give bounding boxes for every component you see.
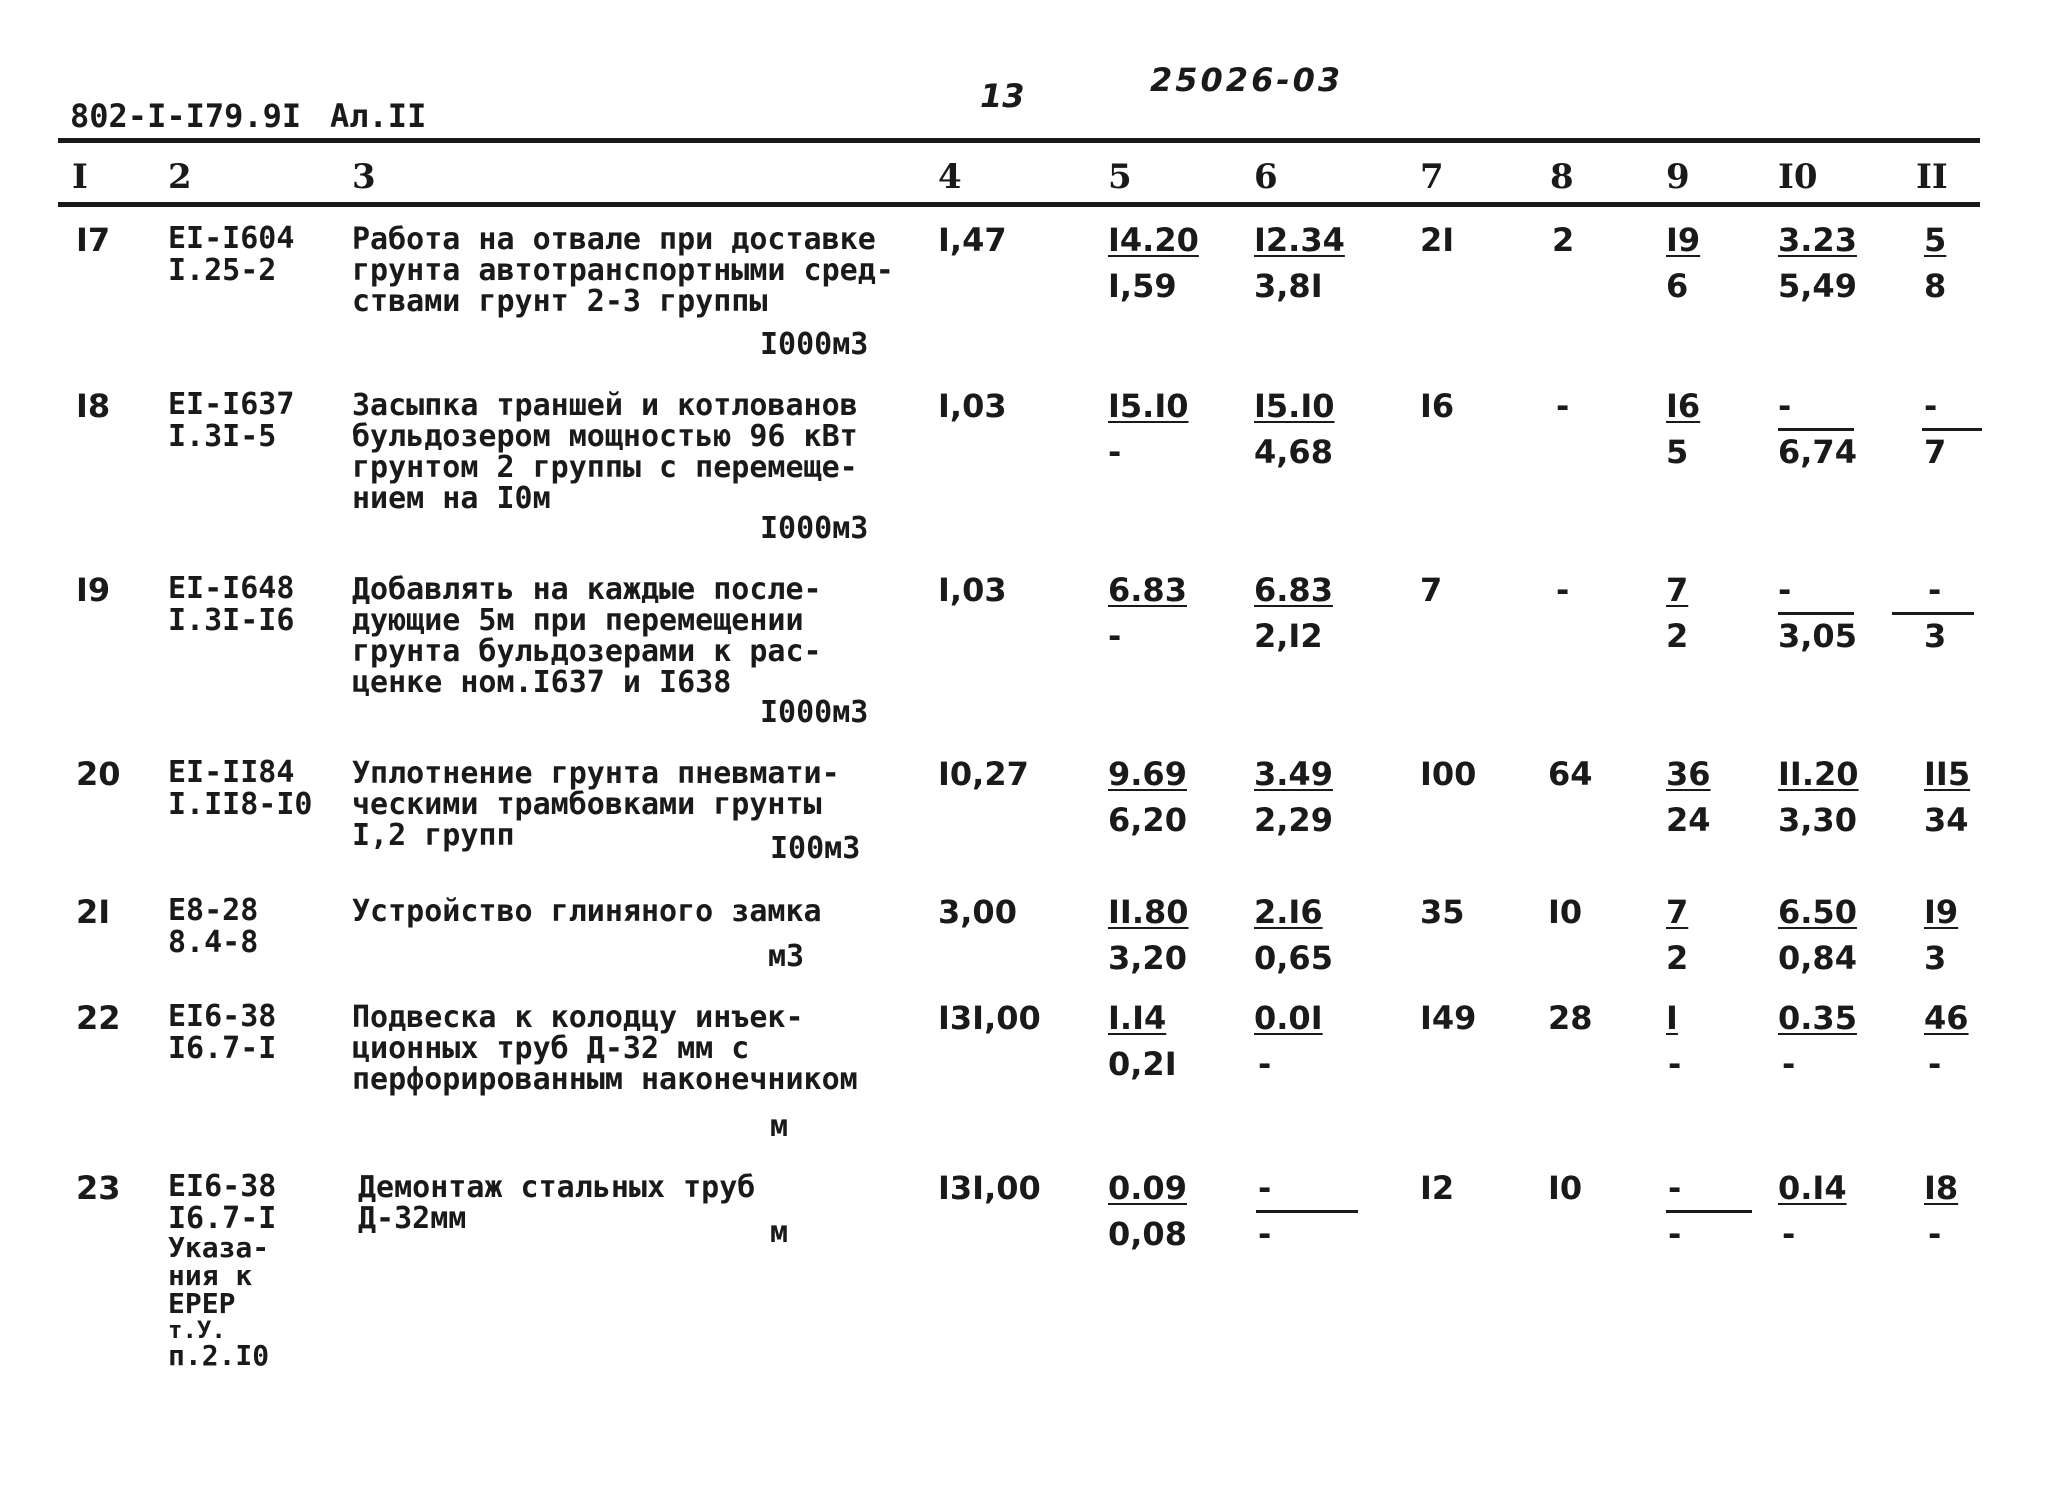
col9-top: -	[1668, 1169, 1682, 1207]
work-description: перфорированным наконечником	[352, 1062, 858, 1097]
col11-bottom: 8	[1924, 267, 1947, 305]
column-header-6: 6	[1254, 157, 1278, 197]
col5-bottom: 6,20	[1108, 801, 1187, 839]
col10-bottom: -	[1782, 1215, 1796, 1253]
col5-top: 9.69	[1108, 755, 1187, 793]
work-description: дующие 5м при перемещении	[352, 603, 804, 638]
col6-bottom: 3,8I	[1254, 267, 1323, 305]
col6-bottom: 2,I2	[1254, 617, 1323, 655]
col6-bottom: 0,65	[1254, 939, 1333, 977]
row-number: 22	[76, 999, 121, 1037]
norm-code: EI6-38	[168, 999, 277, 1034]
col7-value: I49	[1420, 999, 1477, 1037]
col5-bottom: I,59	[1108, 267, 1177, 305]
col9-top: I6	[1666, 387, 1701, 425]
col10-bottom: 3,05	[1778, 617, 1857, 655]
quantity: I,03	[938, 387, 1007, 425]
col9-top: I	[1666, 999, 1678, 1037]
unit-of-measure: I000м3	[760, 695, 869, 730]
column-header-11: II	[1916, 157, 1948, 197]
work-description: Засыпка траншей и котлованов	[352, 388, 858, 423]
col10-top: -	[1778, 571, 1792, 609]
row-number: I9	[76, 571, 111, 609]
col11-top: 46	[1924, 999, 1969, 1037]
norm-note: п.2.I0	[168, 1339, 270, 1372]
col9-bottom: -	[1668, 1215, 1682, 1253]
norm-code: I.25-2	[168, 253, 277, 288]
col8-value: -	[1556, 571, 1570, 609]
col8-value: 64	[1548, 755, 1593, 793]
col6-top: 6.83	[1254, 571, 1333, 609]
norm-note: ЕРЕР	[168, 1287, 236, 1320]
col10-top: 3.23	[1778, 221, 1857, 259]
work-description: Д-32мм	[358, 1201, 467, 1236]
work-description: I,2 групп	[352, 818, 515, 853]
work-description: нием на I0м	[352, 481, 551, 516]
col6-top: 0.0I	[1254, 999, 1323, 1037]
col9-bottom: 2	[1666, 939, 1689, 977]
norm-code: 8.4-8	[168, 925, 259, 960]
col9-bottom: 2	[1666, 617, 1689, 655]
col5-top: 6.83	[1108, 571, 1187, 609]
col10-top: 0.I4	[1778, 1169, 1847, 1207]
work-description: грунта автотранспортными сред-	[352, 253, 894, 288]
col5-top: I.I4	[1108, 999, 1167, 1037]
col7-value: 2I	[1420, 221, 1455, 259]
col8-value: 28	[1548, 999, 1593, 1037]
col11-bottom: 7	[1924, 433, 1947, 471]
col11-top: -	[1924, 387, 1938, 425]
column-header-10: I0	[1778, 157, 1818, 197]
col6-top: 2.I6	[1254, 893, 1323, 931]
page-number: 13	[980, 77, 1025, 115]
col11-top: I9	[1924, 893, 1959, 931]
column-header-2: 2	[168, 157, 192, 197]
col10-bottom: 6,74	[1778, 433, 1857, 471]
col6-bottom: -	[1258, 1215, 1272, 1253]
quantity: I0,27	[938, 755, 1029, 793]
quantity: I,03	[938, 571, 1007, 609]
col9-top: 7	[1666, 893, 1689, 931]
work-description: бульдозером мощностью 96 кВт	[352, 419, 858, 454]
column-header-7: 7	[1420, 157, 1444, 197]
col11-bottom: -	[1928, 1045, 1942, 1083]
col7-value: I2	[1420, 1169, 1455, 1207]
header-top-rule	[58, 138, 1980, 143]
col8-value: -	[1556, 387, 1570, 425]
col11-bottom: 3	[1924, 939, 1947, 977]
col6-bottom: -	[1258, 1045, 1272, 1083]
work-description: Подвеска к колодцу инъек-	[352, 1000, 804, 1035]
col10-bottom: 3,30	[1778, 801, 1857, 839]
unit-of-measure: I00м3	[770, 831, 861, 866]
norm-code: EI-I604	[168, 221, 295, 256]
column-header-5: 5	[1108, 157, 1132, 197]
col9-fraction-line	[1666, 1210, 1752, 1213]
unit-of-measure: I000м3	[760, 511, 869, 546]
col10-top: -	[1778, 387, 1792, 425]
norm-note: т.У.	[168, 1316, 226, 1344]
work-description: ческими трамбовками грунты	[352, 787, 822, 822]
col6-top: I5.I0	[1254, 387, 1335, 425]
work-description: Добавлять на каждые после-	[352, 572, 822, 607]
work-description: Уплотнение грунта пневмати-	[352, 756, 840, 791]
col8-value: I0	[1548, 1169, 1583, 1207]
unit-of-measure: м	[770, 1215, 789, 1250]
col11-top: I8	[1924, 1169, 1959, 1207]
quantity: 3,00	[938, 893, 1017, 931]
col6-top: 3.49	[1254, 755, 1333, 793]
unit-of-measure: м3	[768, 939, 805, 974]
norm-code: I.3I-5	[168, 419, 277, 454]
work-description: Работа на отвале при доставке	[352, 222, 876, 257]
col5-top: 0.09	[1108, 1169, 1187, 1207]
column-header-1: I	[72, 157, 88, 197]
row-number: 20	[76, 755, 121, 793]
col5-top: I4.20	[1108, 221, 1199, 259]
col5-top: II.80	[1108, 893, 1189, 931]
col7-value: I00	[1420, 755, 1477, 793]
col9-bottom: 24	[1666, 801, 1711, 839]
col5-bottom: -	[1108, 617, 1122, 655]
unit-of-measure: м	[770, 1109, 789, 1144]
work-description: грунтом 2 группы с перемеще-	[352, 450, 858, 485]
col11-bottom: -	[1928, 1215, 1942, 1253]
col5-bottom: -	[1108, 433, 1122, 471]
norm-code: I.3I-I6	[168, 603, 295, 638]
row-number: I7	[76, 221, 111, 259]
col11-bottom: 3	[1924, 617, 1947, 655]
col11-bottom: 34	[1924, 801, 1969, 839]
col11-top: 5	[1924, 221, 1947, 259]
col5-bottom: 0,2I	[1108, 1045, 1177, 1083]
row-number: 23	[76, 1169, 121, 1207]
norm-code: E8-28	[168, 893, 259, 928]
col11-top: II5	[1924, 755, 1971, 793]
col10-top: 6.50	[1778, 893, 1857, 931]
col11-fraction-line	[1922, 428, 1982, 431]
col7-value: 7	[1420, 571, 1443, 609]
work-description: ценке ном.I637 и I638	[352, 665, 732, 700]
col9-top: 7	[1666, 571, 1689, 609]
col11-top: -	[1928, 571, 1942, 609]
document-code: 802-I-I79.9I	[70, 97, 302, 135]
column-header-8: 8	[1550, 157, 1574, 197]
col5-bottom: 0,08	[1108, 1215, 1187, 1253]
col6-bottom: 2,29	[1254, 801, 1333, 839]
col9-bottom: 6	[1666, 267, 1689, 305]
work-description: Устройство глиняного замка	[352, 894, 822, 929]
quantity: I,47	[938, 221, 1007, 259]
album-number: Ал.II	[330, 97, 427, 135]
col10-top: 0.35	[1778, 999, 1857, 1037]
col6-top: I2.34	[1254, 221, 1345, 259]
norm-code: I6.7-I	[168, 1031, 277, 1066]
work-description: ствами грунт 2-3 группы	[352, 284, 768, 319]
header-bottom-rule	[58, 202, 1980, 207]
column-header-3: 3	[352, 157, 376, 197]
norm-code: EI6-38	[168, 1169, 277, 1204]
col6-bottom: 4,68	[1254, 433, 1333, 471]
col10-bottom: -	[1782, 1045, 1796, 1083]
row-number: 2I	[76, 893, 111, 931]
archive-code: 25026-03	[1150, 61, 1344, 99]
col9-bottom: 5	[1666, 433, 1689, 471]
col10-top: II.20	[1778, 755, 1859, 793]
column-header-9: 9	[1666, 157, 1690, 197]
col8-value: I0	[1548, 893, 1583, 931]
col10-fraction-line	[1778, 428, 1854, 431]
col10-bottom: 0,84	[1778, 939, 1857, 977]
row-number: I8	[76, 387, 111, 425]
work-description: ционных труб Д-32 мм с	[352, 1031, 750, 1066]
column-header-4: 4	[938, 157, 962, 197]
norm-code: EI-II84	[168, 755, 295, 790]
norm-note: ния к	[168, 1259, 253, 1292]
norm-code: EI-I648	[168, 571, 295, 606]
col5-top: I5.I0	[1108, 387, 1189, 425]
col10-bottom: 5,49	[1778, 267, 1857, 305]
norm-code: EI-I637	[168, 387, 295, 422]
unit-of-measure: I000м3	[760, 327, 869, 362]
col9-top: I9	[1666, 221, 1701, 259]
col6-fraction-line	[1256, 1210, 1358, 1213]
col6-top: -	[1258, 1169, 1272, 1207]
work-description: грунта бульдозерами к рас-	[352, 634, 822, 669]
col8-value: 2	[1552, 221, 1575, 259]
norm-code: I6.7-I	[168, 1201, 277, 1236]
col5-bottom: 3,20	[1108, 939, 1187, 977]
quantity: I3I,00	[938, 1169, 1041, 1207]
col11-fraction-line	[1892, 612, 1974, 615]
norm-code: I.II8-I0	[168, 787, 313, 822]
col7-value: 35	[1420, 893, 1465, 931]
work-description: Демонтаж стальных труб	[358, 1170, 756, 1205]
col9-top: 36	[1666, 755, 1711, 793]
quantity: I3I,00	[938, 999, 1041, 1037]
col7-value: I6	[1420, 387, 1455, 425]
norm-note: Указа-	[168, 1231, 270, 1264]
col9-bottom: -	[1668, 1045, 1682, 1083]
col10-fraction-line	[1778, 612, 1854, 615]
